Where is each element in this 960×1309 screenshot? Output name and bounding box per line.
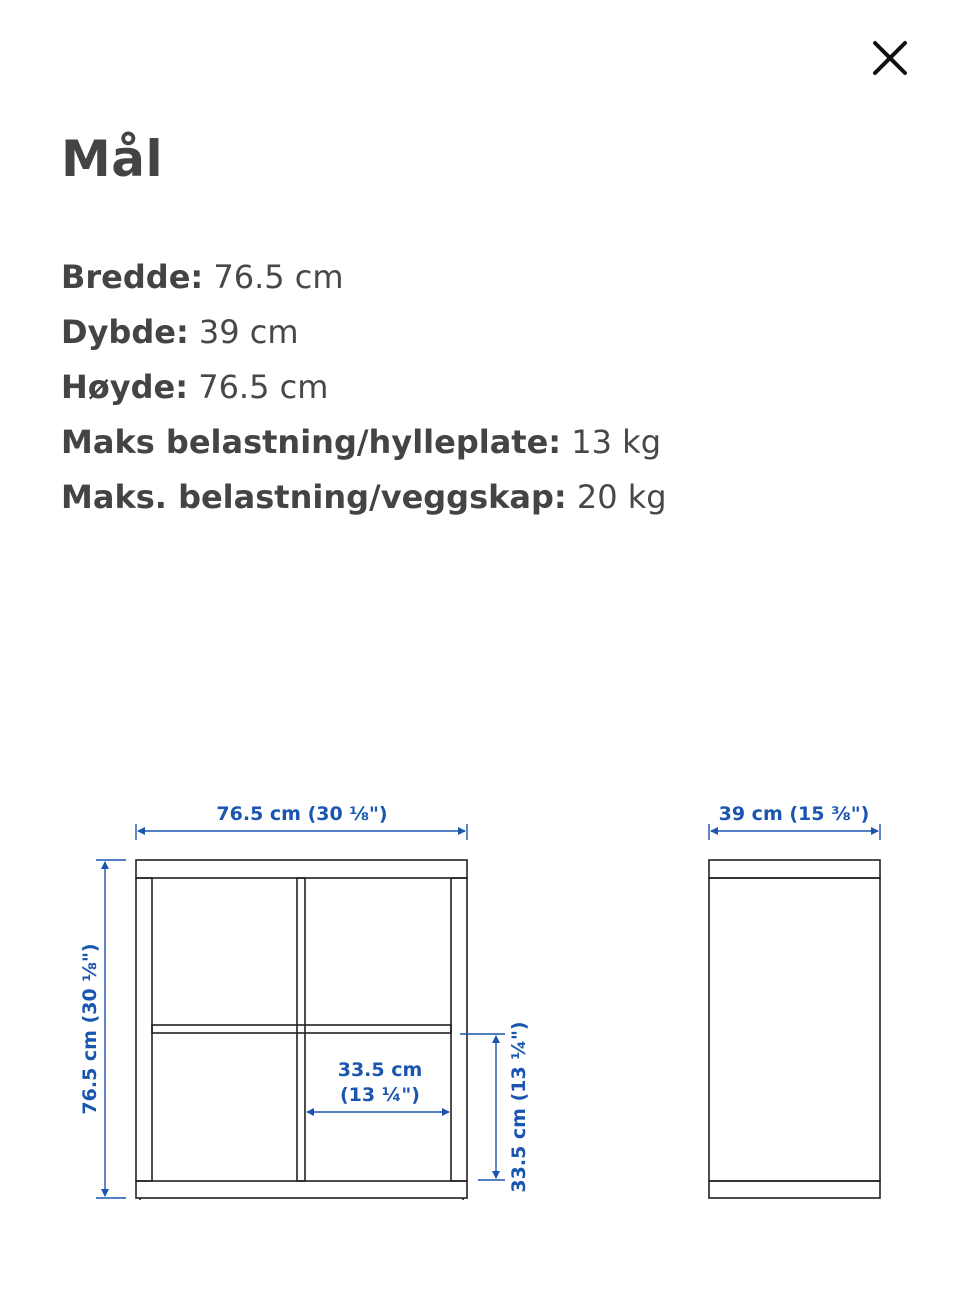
spec-label: Maks. belastning/veggskap:	[61, 478, 567, 516]
spec-label: Dybde:	[61, 313, 189, 351]
inner-width-label-line2: (13 ¼")	[340, 1084, 420, 1106]
spec-label: Bredde:	[61, 258, 204, 296]
spec-value: 76.5 cm	[213, 258, 344, 296]
spec-value: 39 cm	[198, 313, 299, 351]
spec-max-load-cabinet	[61, 470, 667, 525]
width-dimension	[136, 824, 467, 840]
depth-label: 39 cm (15 ⅜")	[718, 803, 870, 825]
close-icon	[872, 40, 908, 76]
spec-label: Maks belastning/hylleplate:	[61, 423, 562, 461]
inner-width-label-line1: 33.5 cm	[337, 1059, 423, 1081]
close-button[interactable]	[862, 30, 918, 86]
depth-dimension	[709, 824, 880, 840]
spec-width	[61, 250, 667, 305]
page-title: Mål	[61, 130, 164, 188]
spec-value: 13 kg	[571, 423, 661, 461]
side-view	[709, 860, 880, 1198]
front-view	[136, 860, 467, 1200]
spec-value: 76.5 cm	[198, 368, 329, 406]
dimension-drawing	[0, 770, 960, 1230]
spec-label: Høyde:	[61, 368, 189, 406]
inner-height-label: 33.5 cm (13 ¼")	[508, 1021, 530, 1193]
spec-depth	[61, 305, 667, 360]
spec-value: 20 kg	[576, 478, 667, 516]
spec-height	[61, 360, 667, 415]
spec-list	[61, 250, 667, 525]
spec-max-load-shelf	[61, 415, 667, 470]
height-label: 76.5 cm (30 ⅛")	[79, 943, 101, 1115]
width-label: 76.5 cm (30 ⅛")	[216, 803, 388, 825]
